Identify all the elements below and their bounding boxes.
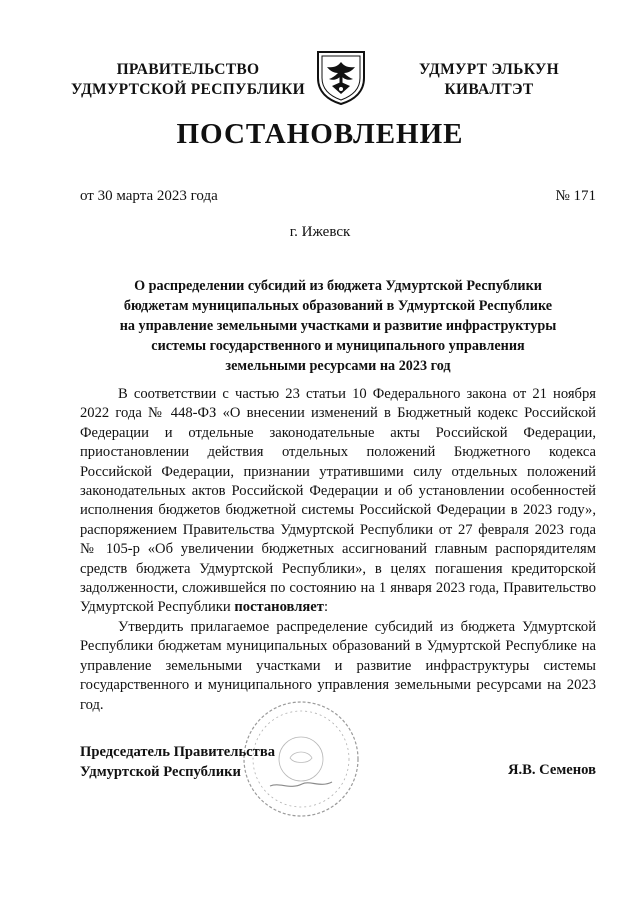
subject-line: на управление земельными участками и развитие инфраструктуры bbox=[119, 318, 557, 334]
body-paragraph-preamble bbox=[80, 385, 596, 618]
preamble-text: В соответствии с частью 23 статьи 10 Федерального закона от 21 ноября 2022 года № 448-ФЗ «О внесении изменений в Бюджетный кодекс Российской Федерации и отдельные законодательные акты Российской Федерации, приостановлении действия отдельных положений Бюджетного кодекса Российской Федерации, признании утратившими силу отдельных положений законодательных актов Российской Федерации и об установлении особенностей исполнения бюджетов бюджетной системы Российской Федерации в 2023 году», распоряжением Правительства Удмуртской Республики от 27 февраля 2023 года № 105-р «Об увеличении бюджетных ассигнований главным распорядителям средств бюджета Удмуртской Республики», в целях погашения кредиторской задолженности, сложившейся по состоянию на 1 января 2023 года, Правительство Удмуртской Республики bbox=[80, 386, 596, 616]
issuer-russian-line2: УДМУРТСКОЙ РЕСПУБЛИКИ bbox=[70, 81, 305, 98]
issuer-udmurt bbox=[398, 60, 580, 100]
coat-of-arms-icon bbox=[314, 48, 368, 106]
issuer-russian-line1: ПРАВИТЕЛЬСТВО bbox=[116, 61, 260, 78]
preamble-colon: : bbox=[323, 599, 329, 616]
signatory-position-line1: Председатель Правительства bbox=[80, 744, 276, 760]
signatory-position-line2: Удмуртской Республики bbox=[80, 764, 241, 780]
signatory-position bbox=[80, 742, 275, 782]
subject-line: земельными ресурсами на 2023 год bbox=[225, 358, 451, 374]
issuer-udmurt-line2: КИВАЛТЭТ bbox=[444, 81, 534, 98]
document-number: № 171 bbox=[555, 188, 596, 204]
subject-line: О распределении субсидий из бюджета Удмуртской Республики bbox=[134, 278, 542, 294]
subject-line: системы государственного и муниципального управления bbox=[151, 338, 525, 354]
document-title: ПОСТАНОВЛЕНИЕ bbox=[176, 118, 464, 150]
body-paragraph-resolution: Утвердить прилагаемое распределение субсидий из бюджета Удмуртской Республики бюджетам муниципальных образований в Удмуртской Республике на управление земельными участками и развитие инфраструктуры системы государственного и муниципального управления земельными ресурсами на 2023 год. bbox=[80, 618, 596, 713]
issuer-udmurt-line1: УДМУРТ ЭЛЬКУН bbox=[419, 61, 559, 78]
document-city: г. Ижевск bbox=[289, 224, 351, 240]
document-date: от 30 марта 2023 года bbox=[80, 188, 218, 204]
issuer-russian bbox=[70, 60, 306, 100]
document-subject bbox=[80, 276, 596, 376]
resolves-word: постановляет bbox=[234, 599, 324, 616]
signatory-name: Я.В. Семенов bbox=[507, 762, 596, 778]
document-body bbox=[80, 385, 596, 715]
subject-line: бюджетам муниципальных образований в Удмуртской Республике bbox=[123, 298, 553, 314]
